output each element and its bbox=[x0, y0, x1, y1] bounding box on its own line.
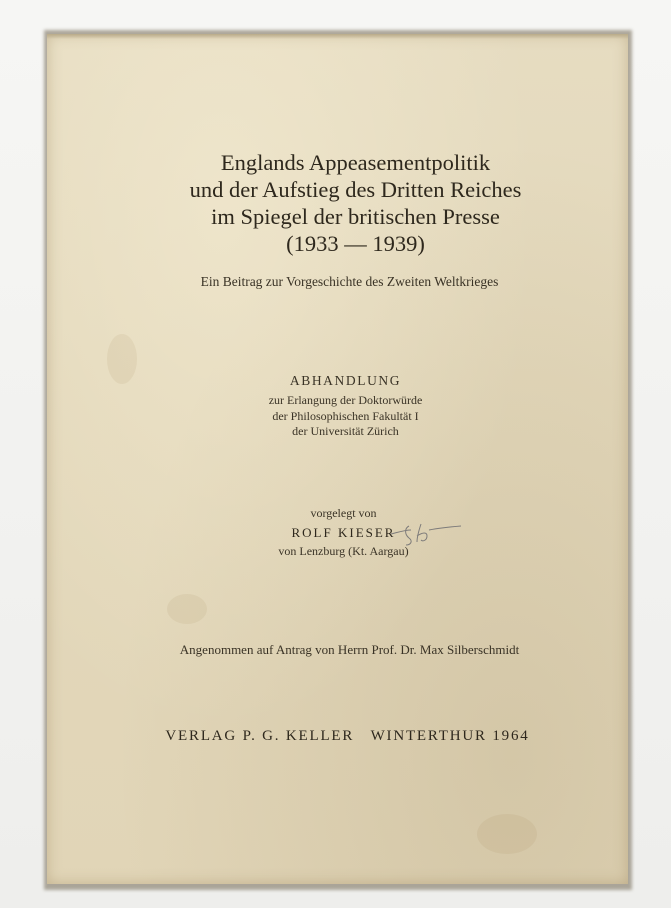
thesis-line: der Philosophischen Fakultät I bbox=[272, 408, 419, 423]
acceptance-note: Angenommen auf Antrag von Herrn Prof. Dr. Max Silberschmidt bbox=[179, 642, 520, 657]
cover-top-edge bbox=[47, 34, 628, 39]
thesis-label: ABHANDLUNG bbox=[289, 373, 402, 388]
paper-stain bbox=[477, 814, 537, 854]
book-title bbox=[65, 149, 646, 257]
author-origin: von Lenzburg (Kt. Aargau) bbox=[278, 544, 409, 558]
title-line: und der Aufstieg des Dritten Reiches bbox=[189, 177, 522, 202]
book-cover bbox=[47, 34, 628, 884]
title-line: Englands Appeasementpolitik bbox=[220, 150, 491, 175]
presented-by: vorgelegt von bbox=[310, 506, 377, 520]
publisher-imprint: VERLAG P. G. KELLER WINTERTHUR 1964 bbox=[165, 728, 530, 744]
thesis-line: der Universität Zürich bbox=[292, 424, 399, 438]
book-subtitle: Ein Beitrag zur Vorgeschichte des Zweiten Weltkrieges bbox=[200, 274, 499, 289]
paper-stain bbox=[167, 594, 207, 624]
title-line: (1933 — 1939) bbox=[286, 231, 425, 256]
author-name: ROLF KIESER bbox=[291, 525, 396, 540]
thesis-description bbox=[55, 393, 636, 440]
title-line: im Spiegel der britischen Presse bbox=[211, 204, 500, 229]
thesis-line: zur Erlangung der Doktorwürde bbox=[268, 393, 423, 407]
